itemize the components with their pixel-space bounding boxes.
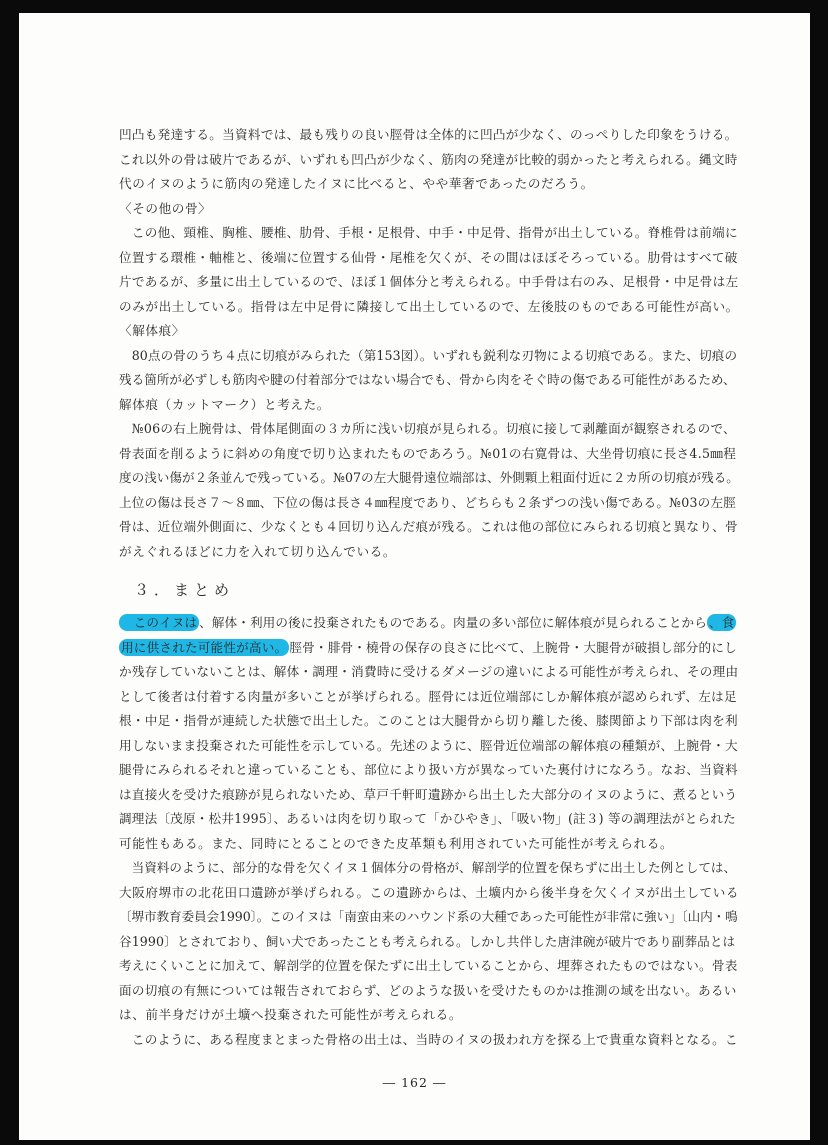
text-line: 大阪府堺市の北花田口遺跡が挙げられる。この遺跡からは、土壙内から後半身を欠くイヌが出土している — [119, 884, 740, 900]
text-line: 面の切痕の有無については報告されておらず、どのような扱いを受けたものかは推測の域を出ない。あるい — [119, 982, 737, 998]
text-line: 用しないまま投棄された可能性を示している。先述のように、脛骨近位端部の解体痕の種類が、上腕骨・大 — [119, 737, 738, 753]
text-line: このように、ある程度まとまった骨格の出土は、当時のイヌの扱われ方を探る上で貴重な資料となる。こ — [119, 1031, 738, 1047]
text-span: 脛骨・腓骨・橈骨の保存の良さに比べて、上腕骨・大腿骨が破損し部分的にし — [289, 639, 737, 655]
text-line: 根・中足・指骨が連続した状態で出土した。このことは大腿骨から切り離した後、膝関節より下部は肉を利 — [119, 713, 738, 728]
text-line: 度の浅い傷が２条並んで残っている。№07の左大腿骨遠位端部は、外側顆上粗面付近に２カ所の切痕が残る。 — [119, 470, 739, 485]
text-line: 片であるが、多量に出土しているので、ほぼ１個体分と考えられる。中手骨は右のみ、足根骨・中足骨は左 — [119, 274, 739, 289]
text-line: か残存していないことは、解体・調理・消費時に受けるダメージの違いによる可能性が考えられ、その理由 — [119, 664, 739, 679]
text-line: がえぐれるほどに力を入れて切り込んでいる。 — [119, 543, 397, 559]
text-line: 骨は、近位端外側面に、少なくとも４回切り込んだ痕が残る。これは他の部位にみられる切痕と異なり、骨 — [119, 519, 738, 534]
highlight-mark: 、食 — [708, 615, 735, 630]
section-label: 〈その他の骨〉 — [119, 200, 212, 216]
text-line: 残る箇所が必ずしも筋肉や腱の付着部分ではない場合でも、骨から肉をそぐ時の傷である可能性があるため、 — [119, 372, 736, 387]
text-line: は直接火を受けた痕跡が見られないため、草戸千軒町遺跡から出土した大部分のイヌのように、煮るという — [119, 786, 738, 802]
text-line: 代のイヌのように筋肉の発達したイヌに比べると、やや華奢であったのだろう。 — [119, 176, 594, 191]
text-line: 可能性もある。また、同時にとることのできた皮革類も利用されていた可能性が考えられる。 — [119, 835, 674, 851]
text-line: は、前半身だけが土壙へ投棄された可能性が考えられる。 — [119, 1007, 463, 1022]
text-line: として後者は付着する肉量が多いことが挙げられる。脛骨には近位端部にしか解体痕が認められず、左は足 — [119, 688, 737, 704]
paragraph-block-upper — [119, 123, 739, 564]
text-line: 当資料のように、部分的な骨を欠くイヌ１個体分の骨格が、解剖学的位置を保ちずに出土した例としては、 — [119, 860, 737, 875]
text-line: 谷1990〕とされており、飼い犬であったことも考えられる。しかし共伴した唐津碗が破片であり副葬品とは — [119, 933, 736, 949]
text-line: №06の右上腕骨は、骨体尾側面の３カ所に浅い切痕が見られる。切痕に接して剥離面が観察されるので、 — [119, 421, 736, 436]
text-line: 80点の骨のうち４点に切痕がみられた（第153図）。いずれも鋭利な刃物による切痕である。また、切痕の — [119, 347, 738, 363]
text-line: 位置する環椎・軸椎と、後端に位置する仙骨・尾椎を欠くが、その間はほぼそろっている。肋骨はすべて破 — [119, 249, 738, 265]
paragraph-block-summary — [119, 611, 739, 1052]
text-line: この他、頸椎、胸椎、腰椎、肋骨、手根・足根骨、中手・中足骨、指骨が出土している。脊椎骨は前端に — [119, 225, 738, 240]
text-line-highlighted — [119, 611, 739, 636]
section-heading: ３．まとめ — [134, 581, 235, 599]
text-line: 考えにくいことに加えて、解剖学的位置を保たずに出土していることから、埋葬されたものではない。骨表 — [119, 958, 738, 973]
text-span: 、解体・利用の後に投棄されたものである。肉量の多い部位に解体痕が見られることから — [199, 615, 707, 630]
text-line: のみが出土している。指骨は左中足骨に隣接して出土しているので、左後肢のものである可能性が高い。 — [119, 298, 739, 314]
text-line: 上位の傷は長さ７～８㎜、下位の傷は長さ４㎜程度であり、どちらも２条ずつの浅い傷である。№03の左脛 — [119, 494, 737, 510]
section-label: 〈解体痕〉 — [119, 323, 185, 338]
text-line: これ以外の骨は破片であるが、いずれも凹凸が少なく、筋肉の発達が比較的弱かったと考えられる。縄文時 — [119, 151, 738, 167]
page-number: ― 162 ― — [382, 1075, 447, 1090]
text-line: 〔堺市教育委員会1990〕。このイヌは「南蛮由来のハウンド系の大種であった可能性が非常に強い」〔山内・鳴 — [119, 909, 738, 924]
text-line: 骨表面を削るように斜めの角度で切り込まれたものであろう。№01の右寛骨は、大坐骨切痕に長さ4.5㎜程 — [119, 445, 737, 461]
text-line: 凹凸も発達する。当資料では、最も残りの良い脛骨は全体的に凹凸が少なく、のっぺりした印象をうける。 — [119, 127, 738, 142]
text-line: 調理法〔茂原・松井1995〕、あるいは肉を切り取って「かひやき」、「吸い物」(註３) 等の調理法がとられた — [119, 811, 736, 826]
text-line-highlighted — [119, 636, 739, 661]
document-page — [19, 13, 810, 1140]
text-line: 腿骨にみられるそれと違っていることも、部位により扱い方が異なっていた裏付けになろう。なお、当資料 — [119, 762, 738, 777]
text-line: 解体痕（カットマーク）と考えた。 — [119, 396, 330, 412]
highlight-mark: 用に供された可能性が高い。 — [121, 639, 288, 655]
highlight-mark: このイヌは — [121, 615, 198, 630]
